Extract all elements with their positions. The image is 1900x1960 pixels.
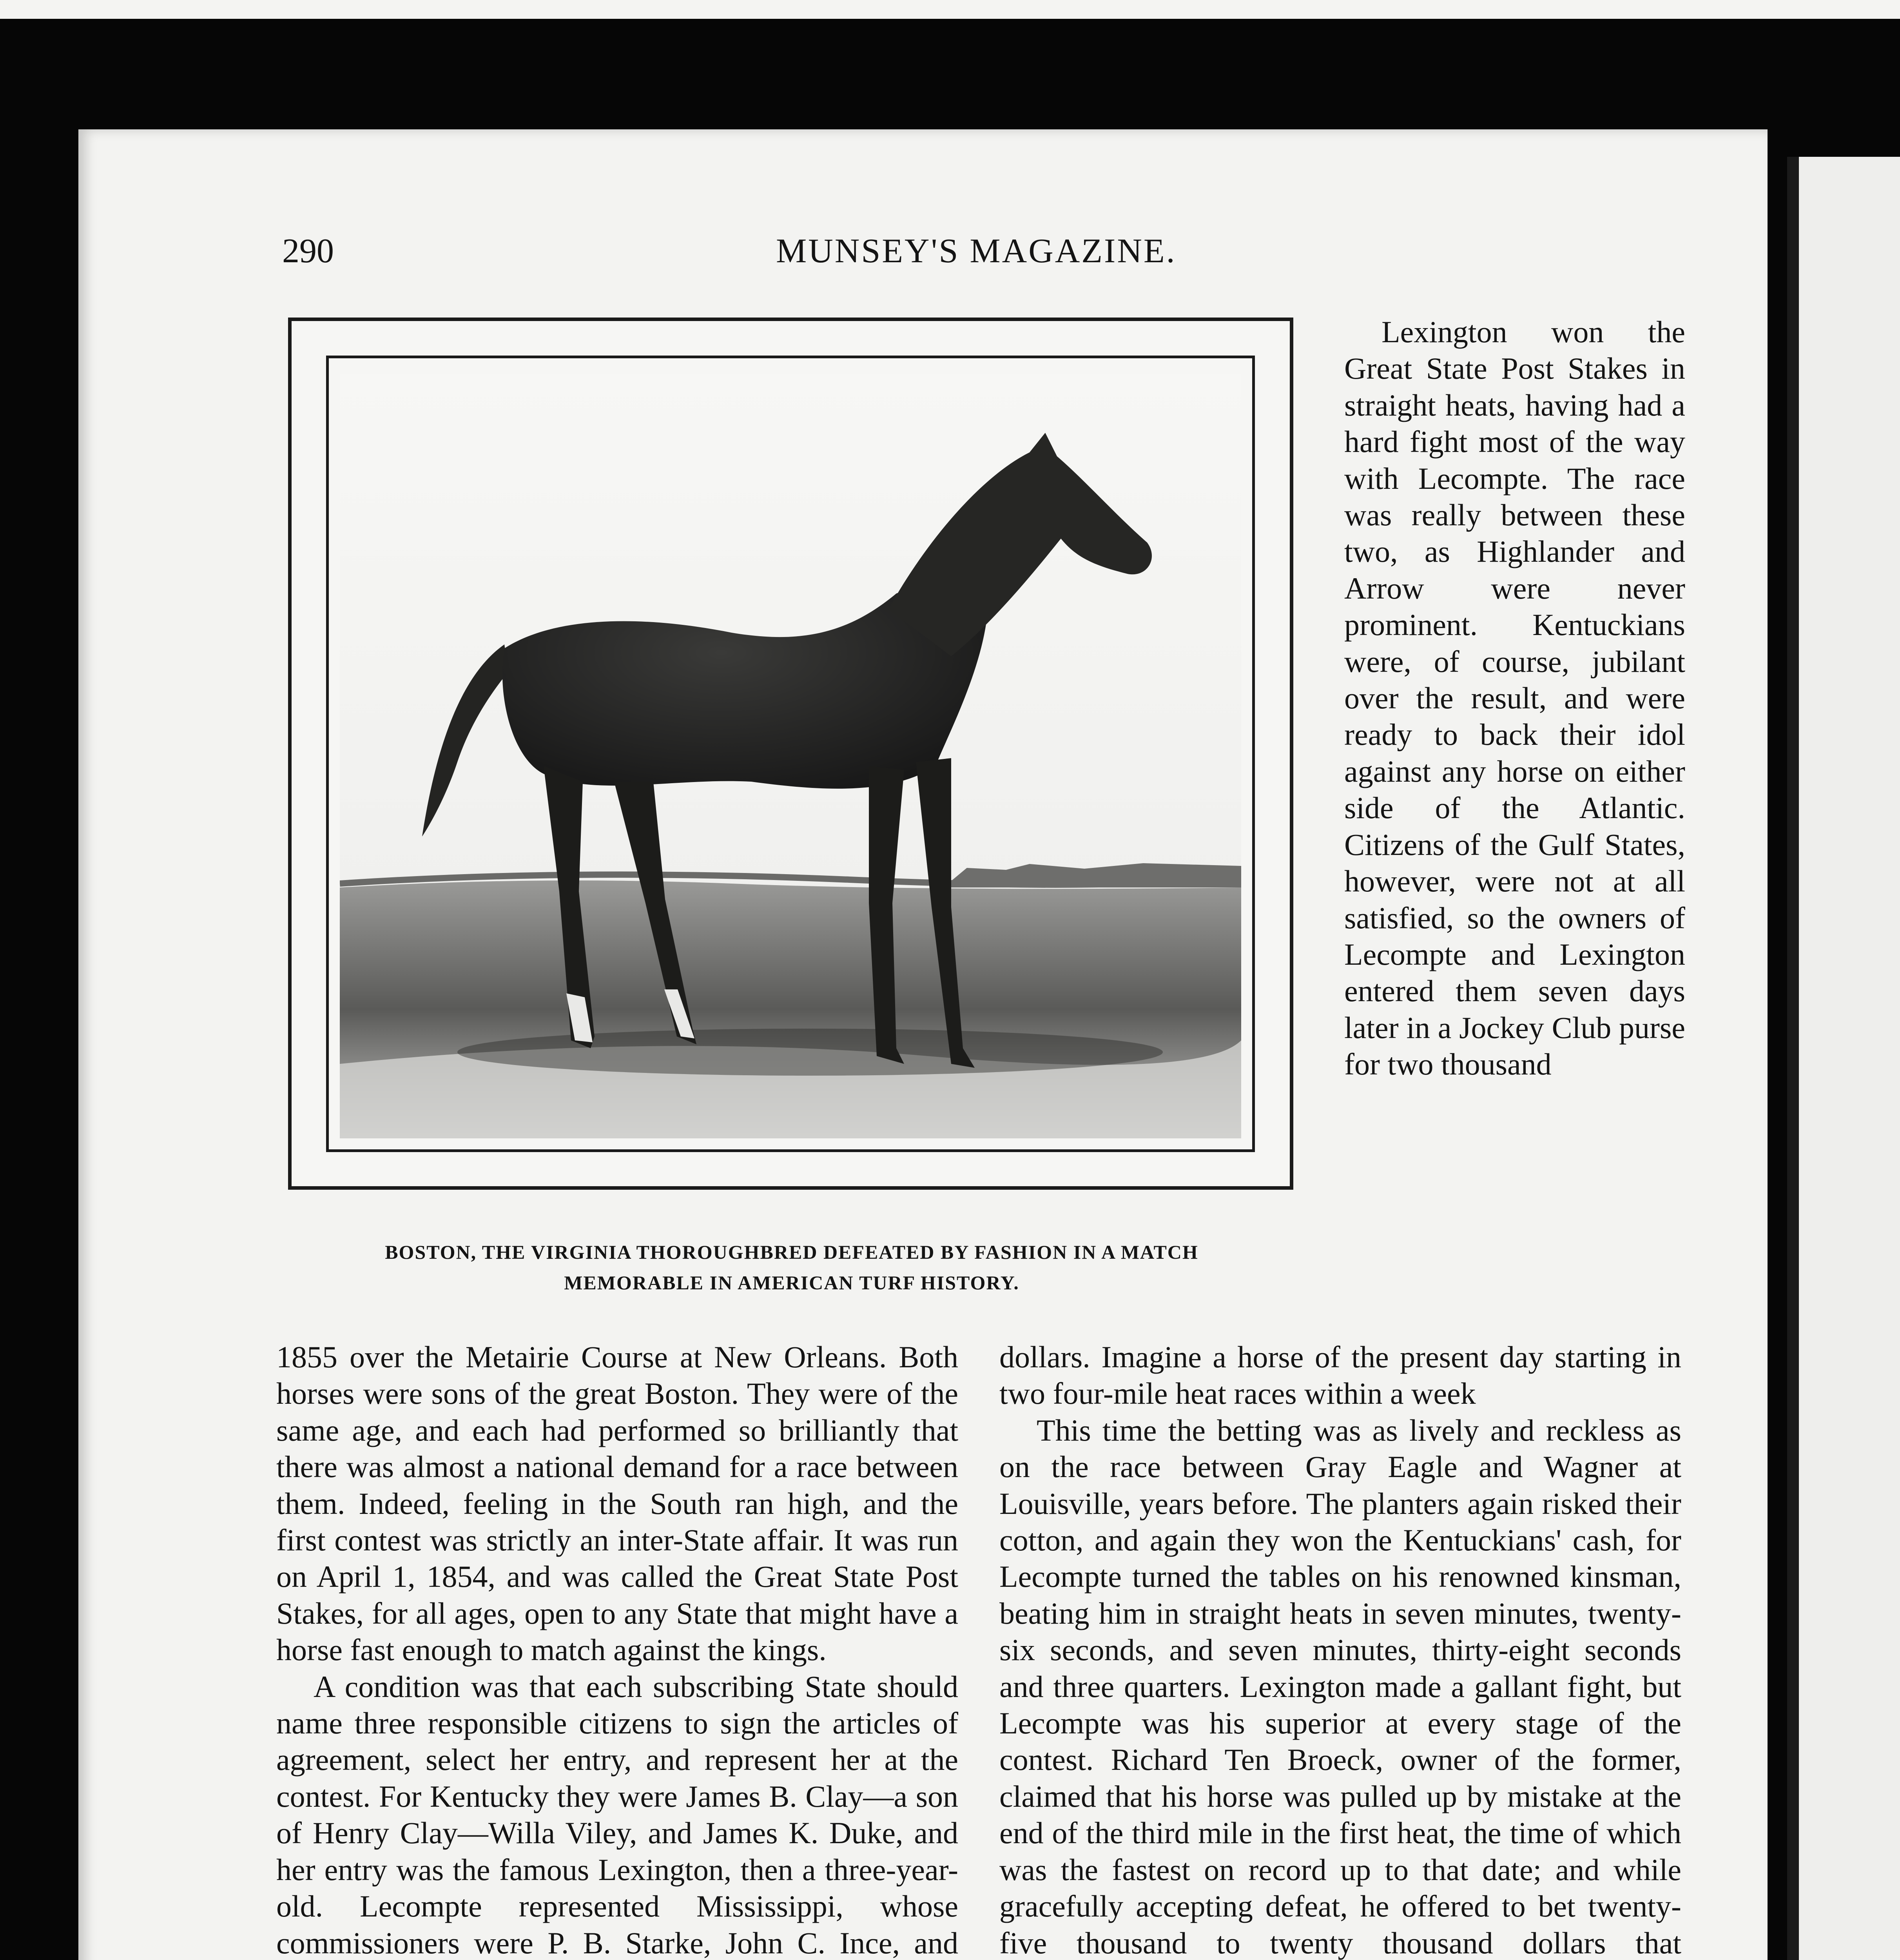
magazine-title: MUNSEY'S MAGAZINE. <box>776 232 1177 270</box>
article-paragraph-betting: This time the betting was as lively and reckless as on the race between Gray Eagle and Wagner at Louisville, years before. The planters again risked their cotton, and again they won the Kentuckians' cash, for Lecompte turned the tables on his renowned kinsman, beating him in straight heats in seven minutes, twenty-six seconds, and seven minutes, thirty-eight seconds and three quarters. Lexington made a gallant fight, but Lecompte was his superior at every stage of the contest. Richard Ten Broeck, owner of the former, claimed that his horse was pulled up by mistake at the end of the third mile in the first heat, the time of which was the fastest on record up to that date; and while gracefully accepting defeat, he offered to bet twenty-five thousand to twenty thousand dollars that <box>999 1413 1681 1960</box>
article-paragraph-dollars: dollars. Imagine a horse of the present day starting in two four-mile heat races within a week <box>999 1340 1681 1411</box>
article-right-top-column <box>1344 314 1685 1083</box>
running-head <box>282 231 1685 274</box>
article-paragraph-metairie: 1855 over the Metairie Course at New Orleans. Both horses were sons of the great Boston. They were of the same age, and each had performed so brilliantly that there was almost a national demand for a race between them. Indeed, feeling in the South ran high, and the first contest was strictly an inter-State affair. It was run on April 1, 1854, and was called the Great State Post Stakes, for all ages, open to any State that might have a horse fast enough to match against the kings. <box>276 1340 958 1667</box>
page-number: 290 <box>282 232 334 270</box>
top-page-strip <box>0 0 1900 19</box>
caption-line-1: BOSTON, THE VIRGINIA THOROUGHBRED DEFEATED BY FASHION IN A MATCH <box>385 1241 1198 1263</box>
article-paragraph-condition: A condition was that each subscribing State should name three responsible citizens to sign the articles of agreement, select her entry, and represent her at the contest. For Kentucky they were James B. Clay—a son of Henry Clay—Willa Viley, and James K. Duke, and her entry was the famous Lexington, then a three-year-old. Lecompte represented Mississippi, whose commissioners were P. B. Starke, John C. Ince, and <box>276 1669 958 1960</box>
article-right-column <box>999 1339 1681 1960</box>
article-paragraph-lexington-won: Lexington won the Great State Post Stakes in straight heats, having had a hard fight most of the way with Lecompte. The race was really between these two, as Highlander and Arrow were never prominent. Kentuckians were, of course, jubilant over the result, and were ready to back their idol against any horse on either side of the Atlantic. Citizens of the Gulf States, however, were not at all satisfied, so the owners of Lecompte and Lexington entered them seven days later in a Jockey Club purse for two thousand <box>1344 315 1685 1082</box>
horse-engraving-image <box>340 374 1241 1138</box>
illustration-caption <box>290 1237 1293 1298</box>
horse-illustration-frame <box>288 318 1293 1190</box>
facing-page-edge <box>1787 157 1900 1960</box>
horse-illustration-inner-frame <box>326 356 1255 1152</box>
article-left-column <box>276 1339 958 1960</box>
caption-line-2: MEMORABLE IN AMERICAN TURF HISTORY. <box>564 1272 1019 1294</box>
